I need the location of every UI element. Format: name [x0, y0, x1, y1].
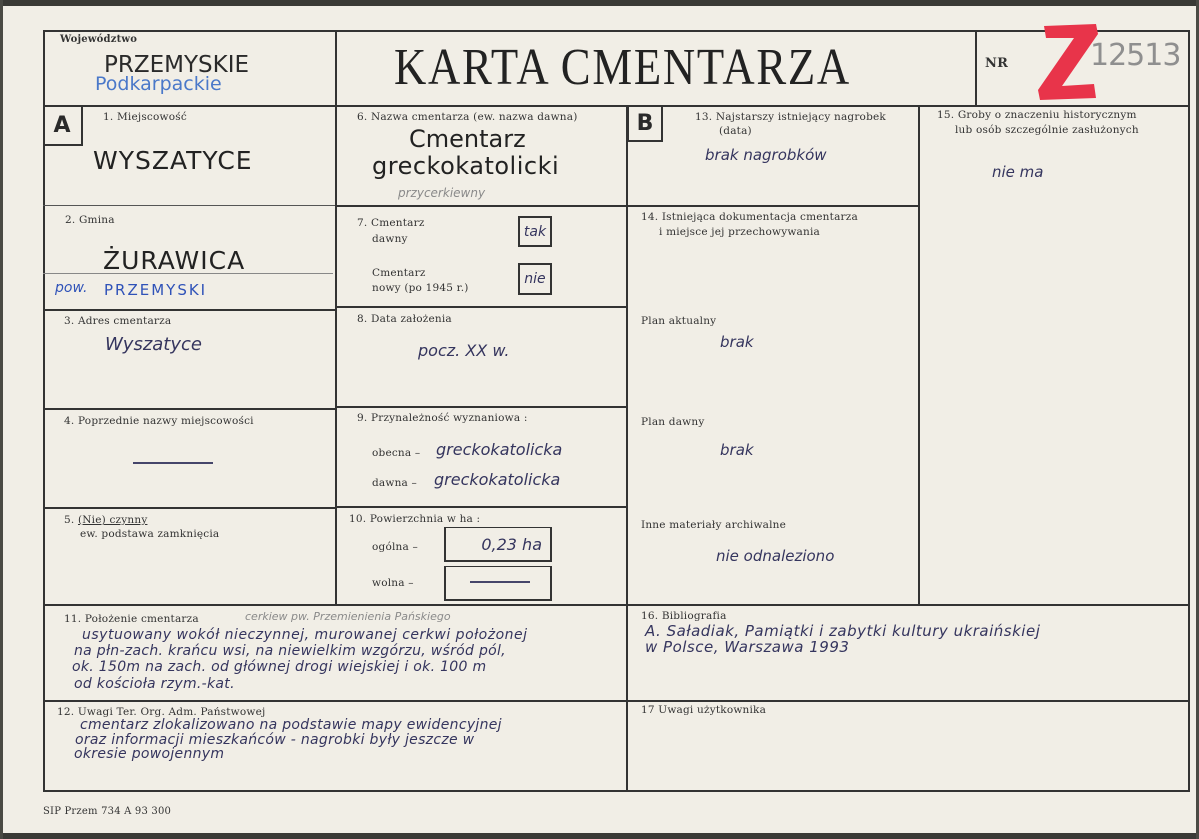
- section-b-letter: B: [627, 106, 663, 142]
- powiat-value: PRZEMYSKI: [104, 281, 208, 299]
- field-5-sublabel: ew. podstawa zamknięcia: [80, 528, 220, 540]
- field-3-label: 3. Adres cmentarza: [64, 315, 172, 327]
- col-divider-a: [335, 105, 337, 605]
- scan-edge-bottom: [0, 833, 1199, 839]
- row-12-divider: [43, 700, 1190, 702]
- field-9-dawna-value: greckokatolicka: [434, 470, 561, 489]
- mid-row-divider-10: [335, 506, 627, 508]
- field-10-ogolna-value: 0,23 ha: [481, 535, 542, 554]
- field-10-wolna-box[interactable]: [444, 566, 552, 601]
- field-3-value: Wyszatyce: [105, 334, 202, 355]
- field-13-value: brak nagrobków: [705, 146, 827, 164]
- field-14-label-2: i miejsce jej przechowywania: [659, 226, 820, 238]
- field-7-dawny-box[interactable]: tak: [518, 216, 552, 247]
- field-16-line-2: w Polsce, Warszawa 1993: [645, 638, 850, 656]
- field-7-nowy-label-1: Cmentarz: [372, 267, 426, 279]
- field-11-line-4: od kościoła rzym.-kat.: [74, 676, 235, 692]
- field-7-nowy-box[interactable]: nie: [518, 263, 552, 295]
- field-4-empty-dash: [133, 462, 213, 464]
- mid-row-divider-7: [335, 205, 627, 207]
- field-16-label: 16. Bibliografia: [641, 610, 727, 622]
- field-10-label: 10. Powierzchnia w ha :: [349, 513, 481, 525]
- field-12-line-3: okresie powojennym: [74, 746, 225, 762]
- field-8-label: 8. Data założenia: [357, 313, 452, 325]
- header-divider: [43, 105, 1190, 107]
- a-row-divider-5: [43, 507, 335, 509]
- nr-number: 12513: [1090, 38, 1181, 73]
- powiat-prefix: pow.: [55, 280, 88, 296]
- field-12-line-2: oraz informacji mieszkańców - nagrobki były jeszcze w: [75, 732, 475, 748]
- plan-aktualny-label: Plan aktualny: [641, 315, 717, 327]
- section-bottom-divider: [43, 604, 1190, 606]
- wojewodztwo-value: PRZEMYSKIE: [104, 52, 250, 78]
- header-col-divider-2: [975, 30, 977, 105]
- field-13-label-1: 13. Najstarszy istniejący nagrobek: [695, 111, 886, 123]
- field-5-underlined: (Nie) czynny: [77, 514, 148, 526]
- col-divider-15: [918, 105, 920, 605]
- field-7-nowy-label-2: nowy (po 1945 r.): [372, 282, 469, 294]
- field-6-label: 6. Nazwa cmentarza (ew. nazwa dawna): [357, 111, 578, 123]
- field-14-label-1: 14. Istniejąca dokumentacja cmentarza: [641, 211, 858, 223]
- field-6-value-line2: greckokatolicki: [372, 152, 560, 180]
- field-11-line-1: usytuowany wokół nieczynnej, murowanej cerkwi położonej: [82, 627, 528, 643]
- plan-dawny-value: brak: [720, 441, 754, 459]
- section-a-letter: A: [43, 106, 83, 146]
- field-11-label: 11. Położenie cmentarza: [64, 613, 199, 625]
- col-divider-b: [626, 105, 628, 792]
- field-9-obecna-label: obecna –: [372, 447, 421, 459]
- field-5-number: 5.: [64, 514, 75, 526]
- field-13-label-2: (data): [719, 125, 752, 137]
- field-9-label: 9. Przynależność wyznaniowa :: [357, 412, 528, 424]
- b-row-divider-14: [627, 205, 919, 207]
- mid-row-divider-9: [335, 406, 627, 408]
- plan-aktualny-value: brak: [720, 333, 754, 351]
- a-row-divider-3: [43, 309, 335, 311]
- field-2-value: ŻURAWICA: [103, 246, 246, 275]
- field-10-wolna-empty-dash: [470, 581, 530, 583]
- wojewodztwo-new-stamp: Podkarpackie: [95, 73, 222, 95]
- field-11-line-2: na płn-zach. krańcu wsi, na niewielkim wzgórzu, wśród pól,: [74, 643, 506, 659]
- field-7-dawny-label-1: 7. Cmentarz: [357, 217, 425, 229]
- field-4-label: 4. Poprzednie nazwy miejscowości: [64, 415, 254, 427]
- plan-dawny-label: Plan dawny: [641, 416, 705, 428]
- field-9-obecna-value: greckokatolicka: [436, 440, 563, 459]
- page-title: KARTA CMENTARZA: [394, 39, 851, 96]
- field-5-label: [64, 513, 147, 527]
- field-8-value: pocz. XX w.: [418, 341, 510, 360]
- field-10-ogolna-box[interactable]: [444, 527, 552, 562]
- field-6-value-line1: Cmentarz: [409, 125, 526, 153]
- mid-row-divider-8: [335, 306, 627, 308]
- form-code-footer: SIP Przem 734 A 93 300: [43, 806, 172, 817]
- nr-label: NR: [985, 56, 1009, 71]
- field-10-wolna-label: wolna –: [372, 577, 414, 589]
- a-row-divider-2: [43, 205, 335, 206]
- field-1-label: 1. Miejscowość: [103, 111, 187, 123]
- field-15-label-1: 15. Groby o znaczeniu historycznym: [937, 109, 1137, 121]
- inne-materialy-label: Inne materiały archiwalne: [641, 519, 787, 531]
- field-11-pencil-note: cerkiew pw. Przemienienia Pańskiego: [245, 610, 451, 623]
- field-12-line-1: cmentarz zlokalizowano na podstawie mapy ewidencyjnej: [80, 717, 502, 733]
- field-12-label: 12. Uwagi Ter. Org. Adm. Państwowej: [57, 706, 266, 718]
- field-1-value: WYSZATYCE: [93, 146, 253, 175]
- field-10-ogolna-label: ogólna –: [372, 541, 418, 553]
- field-11-line-3: ok. 150m na zach. od głównej drogi wiejskiej i ok. 100 m: [72, 659, 487, 675]
- field-15-value: nie ma: [992, 163, 1044, 181]
- field-17-label: 17 Uwagi użytkownika: [641, 704, 767, 716]
- field-2-label: 2. Gmina: [65, 214, 115, 226]
- field-9-dawna-label: dawna –: [372, 477, 417, 489]
- wojewodztwo-label: Województwo: [60, 34, 138, 45]
- field-16-line-1: A. Saładiak, Pamiątki i zabytki kultury ukraińskiej: [645, 622, 1041, 640]
- a-row-divider-4: [43, 408, 335, 410]
- inne-materialy-value: nie odnaleziono: [716, 547, 835, 565]
- header-col-divider-1: [335, 30, 337, 105]
- field-15-label-2: lub osób szczególnie zasłużonych: [955, 124, 1139, 136]
- field-6-pencil-note: przycerkiewny: [398, 186, 486, 200]
- field-7-dawny-label-2: dawny: [372, 233, 408, 245]
